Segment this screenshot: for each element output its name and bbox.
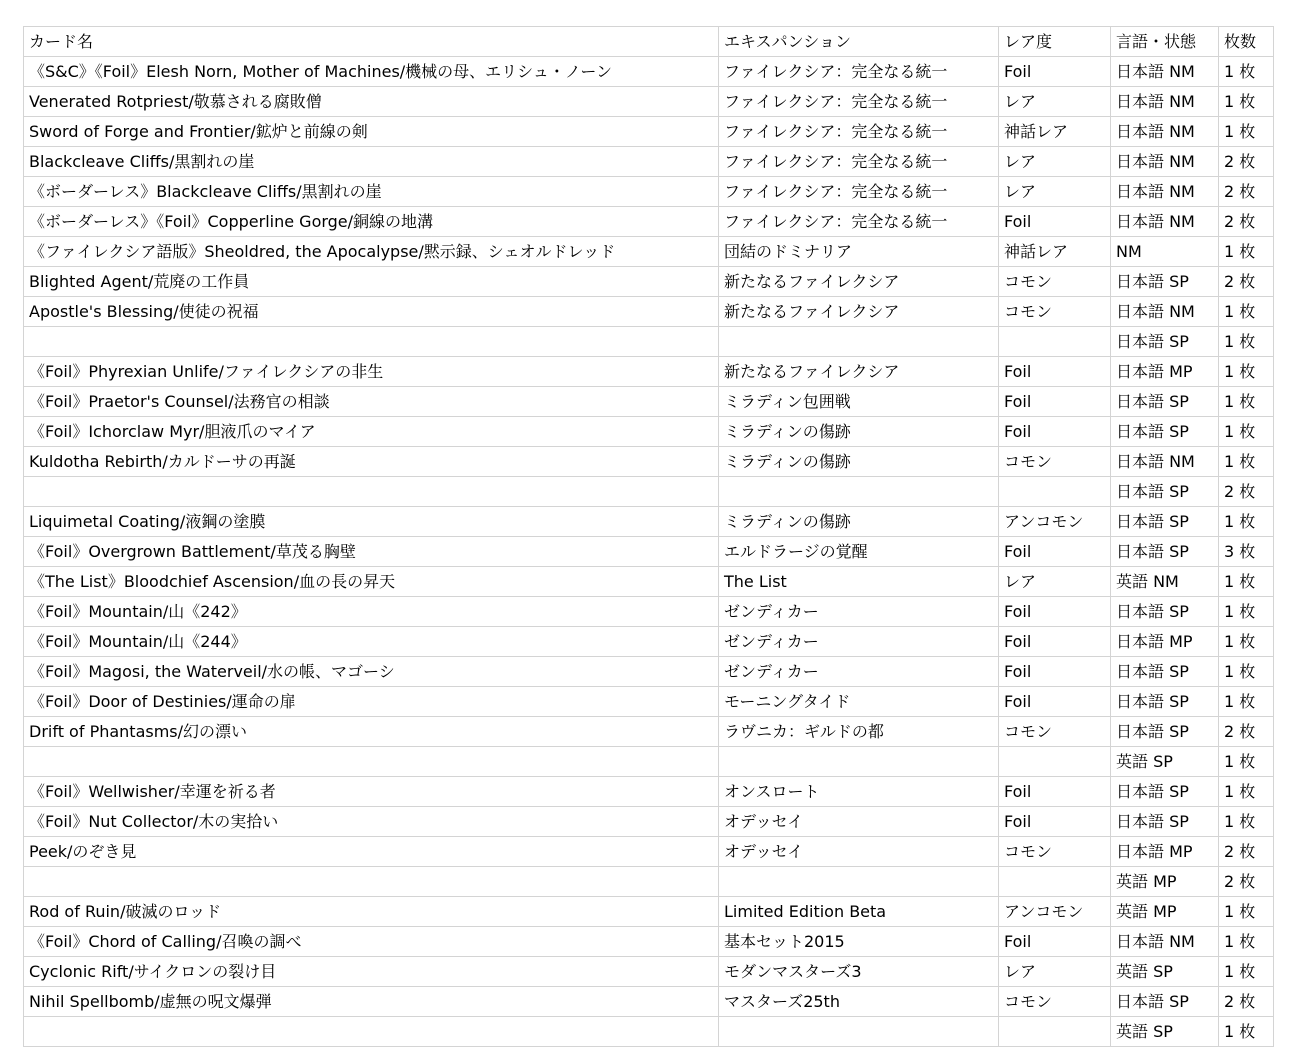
cell-rarity: Foil [999,627,1111,657]
cell-expansion: オデッセイ [719,837,999,867]
cell-card-name [24,1017,719,1047]
cell-card-name: Venerated Rotpriest/敬慕される腐敗僧 [24,87,719,117]
table-row [24,867,1274,897]
cell-language-condition: 日本語 SP [1111,537,1219,567]
table-row [24,267,1274,297]
cell-rarity: コモン [999,987,1111,1017]
cell-language-condition: 日本語 NM [1111,147,1219,177]
cell-rarity [999,1017,1111,1047]
cell-expansion: マスターズ25th [719,987,999,1017]
header-card-name: カード名 [24,27,719,57]
cell-language-condition: 日本語 NM [1111,297,1219,327]
cell-expansion: 新たなるファイレクシア [719,357,999,387]
cell-card-name: 《Foil》Overgrown Battlement/草茂る胸壁 [24,537,719,567]
cell-expansion: ゼンディカー [719,657,999,687]
cell-rarity: Foil [999,657,1111,687]
table-row [24,327,1274,357]
cell-quantity: 2 枚 [1219,267,1274,297]
cell-rarity: Foil [999,207,1111,237]
cell-expansion: 基本セット2015 [719,927,999,957]
cell-language-condition: 日本語 SP [1111,417,1219,447]
cell-expansion [719,327,999,357]
cell-rarity: Foil [999,927,1111,957]
cell-language-condition: 日本語 MP [1111,627,1219,657]
cell-quantity: 2 枚 [1219,837,1274,867]
table-row [24,627,1274,657]
cell-card-name: Blackcleave Cliffs/黒割れの崖 [24,147,719,177]
cell-rarity: Foil [999,807,1111,837]
cell-quantity: 1 枚 [1219,297,1274,327]
cell-language-condition: 英語 NM [1111,567,1219,597]
table-row [24,567,1274,597]
table-row [24,597,1274,627]
cell-quantity: 1 枚 [1219,567,1274,597]
table-row [24,417,1274,447]
cell-rarity: 神話レア [999,117,1111,147]
cell-rarity [999,477,1111,507]
cell-language-condition: 日本語 SP [1111,327,1219,357]
cell-card-name: Apostle's Blessing/使徒の祝福 [24,297,719,327]
cell-expansion: エルドラージの覚醒 [719,537,999,567]
cell-expansion: ミラディンの傷跡 [719,447,999,477]
cell-card-name [24,327,719,357]
cell-card-name: Nihil Spellbomb/虚無の呪文爆弾 [24,987,719,1017]
table-row [24,657,1274,687]
table-row [24,477,1274,507]
cell-language-condition: 日本語 SP [1111,387,1219,417]
table-row [24,717,1274,747]
cell-language-condition: 日本語 SP [1111,987,1219,1017]
cell-rarity: レア [999,147,1111,177]
cell-rarity: Foil [999,687,1111,717]
cell-language-condition: 日本語 NM [1111,117,1219,147]
cell-quantity: 1 枚 [1219,777,1274,807]
cell-expansion: ファイレクシア：完全なる統一 [719,57,999,87]
table-row [24,837,1274,867]
table-row [24,387,1274,417]
cell-quantity: 1 枚 [1219,357,1274,387]
cell-quantity: 2 枚 [1219,867,1274,897]
table-row [24,177,1274,207]
cell-rarity: Foil [999,387,1111,417]
header-language-condition: 言語・状態 [1111,27,1219,57]
cell-quantity: 1 枚 [1219,897,1274,927]
cell-rarity: アンコモン [999,507,1111,537]
cell-language-condition: 日本語 SP [1111,267,1219,297]
cell-expansion: 新たなるファイレクシア [719,297,999,327]
cell-language-condition: 日本語 SP [1111,507,1219,537]
cell-card-name: Peek/のぞき見 [24,837,719,867]
cell-rarity: Foil [999,537,1111,567]
table-row [24,207,1274,237]
cell-expansion: ファイレクシア：完全なる統一 [719,147,999,177]
cell-quantity: 2 枚 [1219,207,1274,237]
cell-rarity: Foil [999,57,1111,87]
cell-expansion: 新たなるファイレクシア [719,267,999,297]
header-row [24,27,1274,57]
cell-expansion [719,867,999,897]
table-row [24,897,1274,927]
cell-expansion: ファイレクシア：完全なる統一 [719,207,999,237]
cell-expansion: オデッセイ [719,807,999,837]
cell-expansion: ゼンディカー [719,597,999,627]
card-list-body [24,27,1274,1047]
table-row [24,987,1274,1017]
cell-quantity: 1 枚 [1219,687,1274,717]
table-row [24,237,1274,267]
cell-expansion: ファイレクシア：完全なる統一 [719,117,999,147]
table-row [24,747,1274,777]
header-expansion: エキスパンション [719,27,999,57]
cell-language-condition: 日本語 NM [1111,177,1219,207]
cell-language-condition: 日本語 SP [1111,687,1219,717]
table-row [24,57,1274,87]
cell-rarity: コモン [999,837,1111,867]
cell-language-condition: 英語 MP [1111,867,1219,897]
cell-expansion: ミラディンの傷跡 [719,417,999,447]
cell-expansion: 団結のドミナリア [719,237,999,267]
cell-card-name [24,747,719,777]
cell-expansion: ゼンディカー [719,627,999,657]
cell-rarity: Foil [999,417,1111,447]
cell-card-name: Blighted Agent/荒廃の工作員 [24,267,719,297]
cell-card-name: 《Foil》Door of Destinies/運命の扉 [24,687,719,717]
table-row [24,297,1274,327]
cell-expansion: モーニングタイド [719,687,999,717]
cell-rarity [999,327,1111,357]
cell-card-name: 《Foil》Nut Collector/木の実拾い [24,807,719,837]
table-row [24,957,1274,987]
cell-quantity: 1 枚 [1219,507,1274,537]
table-row [24,807,1274,837]
cell-language-condition: 日本語 SP [1111,597,1219,627]
cell-language-condition: 英語 SP [1111,957,1219,987]
cell-quantity: 1 枚 [1219,627,1274,657]
cell-quantity: 1 枚 [1219,117,1274,147]
cell-card-name: Rod of Ruin/破滅のロッド [24,897,719,927]
cell-rarity: コモン [999,717,1111,747]
cell-expansion: ファイレクシア：完全なる統一 [719,87,999,117]
table-row [24,147,1274,177]
cell-quantity: 1 枚 [1219,807,1274,837]
cell-quantity: 2 枚 [1219,477,1274,507]
cell-rarity: コモン [999,297,1111,327]
cell-quantity: 2 枚 [1219,177,1274,207]
table-row [24,687,1274,717]
cell-card-name: 《ファイレクシア語版》Sheoldred, the Apocalypse/黙示録、シェオルドレッド [24,237,719,267]
cell-expansion: ミラディン包囲戦 [719,387,999,417]
cell-language-condition: 日本語 NM [1111,87,1219,117]
cell-quantity: 1 枚 [1219,447,1274,477]
cell-expansion [719,1017,999,1047]
cell-rarity: Foil [999,597,1111,627]
table-row [24,1017,1274,1047]
cell-card-name: Cyclonic Rift/サイクロンの裂け目 [24,957,719,987]
cell-language-condition: 日本語 MP [1111,357,1219,387]
cell-card-name: 《ボーダーレス》《Foil》Copperline Gorge/銅線の地溝 [24,207,719,237]
cell-language-condition: 日本語 SP [1111,777,1219,807]
cell-quantity: 2 枚 [1219,717,1274,747]
cell-language-condition: 英語 SP [1111,747,1219,777]
table-row [24,447,1274,477]
table-row [24,927,1274,957]
cell-rarity [999,867,1111,897]
cell-quantity: 1 枚 [1219,87,1274,117]
cell-language-condition: 日本語 MP [1111,837,1219,867]
cell-expansion [719,747,999,777]
cell-card-name [24,867,719,897]
cell-expansion [719,477,999,507]
cell-rarity: コモン [999,267,1111,297]
table-row [24,777,1274,807]
cell-rarity: コモン [999,447,1111,477]
table-row [24,537,1274,567]
cell-card-name [24,477,719,507]
cell-rarity: Foil [999,777,1111,807]
cell-quantity: 1 枚 [1219,927,1274,957]
cell-card-name: Sword of Forge and Frontier/鉱炉と前線の剣 [24,117,719,147]
header-rarity: レア度 [999,27,1111,57]
cell-rarity: レア [999,567,1111,597]
cell-rarity: 神話レア [999,237,1111,267]
cell-card-name: 《Foil》Mountain/山《242》 [24,597,719,627]
cell-card-name: Liquimetal Coating/液鋼の塗膜 [24,507,719,537]
cell-quantity: 1 枚 [1219,657,1274,687]
cell-card-name: 《Foil》Wellwisher/幸運を祈る者 [24,777,719,807]
cell-quantity: 1 枚 [1219,747,1274,777]
cell-quantity: 2 枚 [1219,147,1274,177]
cell-quantity: 1 枚 [1219,57,1274,87]
cell-card-name: 《Foil》Phyrexian Unlife/ファイレクシアの非生 [24,357,719,387]
cell-card-name: 《Foil》Mountain/山《244》 [24,627,719,657]
cell-expansion: Limited Edition Beta [719,897,999,927]
cell-rarity: レア [999,87,1111,117]
cell-card-name: 《Foil》Chord of Calling/召喚の調べ [24,927,719,957]
cell-rarity: レア [999,957,1111,987]
cell-quantity: 1 枚 [1219,417,1274,447]
cell-quantity: 1 枚 [1219,1017,1274,1047]
cell-card-name: 《S&C》《Foil》Elesh Norn, Mother of Machines/機械の母、エリシュ・ノーン [24,57,719,87]
cell-rarity: アンコモン [999,897,1111,927]
cell-quantity: 3 枚 [1219,537,1274,567]
cell-language-condition: 英語 MP [1111,897,1219,927]
cell-quantity: 1 枚 [1219,327,1274,357]
cell-rarity: Foil [999,357,1111,387]
cell-language-condition: NM [1111,237,1219,267]
cell-language-condition: 日本語 SP [1111,477,1219,507]
cell-card-name: Kuldotha Rebirth/カルドーサの再誕 [24,447,719,477]
cell-expansion: ラヴニカ：ギルドの都 [719,717,999,747]
cell-expansion: ファイレクシア：完全なる統一 [719,177,999,207]
cell-language-condition: 日本語 NM [1111,57,1219,87]
cell-expansion: ミラディンの傷跡 [719,507,999,537]
cell-expansion: オンスロート [719,777,999,807]
header-quantity: 枚数 [1219,27,1274,57]
cell-language-condition: 日本語 SP [1111,717,1219,747]
cell-language-condition: 日本語 SP [1111,807,1219,837]
cell-quantity: 1 枚 [1219,597,1274,627]
cell-language-condition: 英語 SP [1111,1017,1219,1047]
cell-card-name: 《The List》Bloodchief Ascension/血の長の昇天 [24,567,719,597]
table-row [24,87,1274,117]
cell-language-condition: 日本語 NM [1111,927,1219,957]
cell-card-name: 《Foil》Ichorclaw Myr/胆液爪のマイア [24,417,719,447]
cell-expansion: モダンマスターズ3 [719,957,999,987]
card-list-table [23,26,1274,1047]
cell-quantity: 1 枚 [1219,237,1274,267]
table-row [24,357,1274,387]
table-row [24,507,1274,537]
cell-language-condition: 日本語 SP [1111,657,1219,687]
table-row [24,117,1274,147]
cell-rarity [999,747,1111,777]
cell-expansion: The List [719,567,999,597]
cell-language-condition: 日本語 NM [1111,447,1219,477]
cell-card-name: 《Foil》Praetor's Counsel/法務官の相談 [24,387,719,417]
cell-language-condition: 日本語 NM [1111,207,1219,237]
cell-card-name: 《Foil》Magosi, the Waterveil/水の帳、マゴーシ [24,657,719,687]
cell-card-name: Drift of Phantasms/幻の漂い [24,717,719,747]
cell-quantity: 1 枚 [1219,957,1274,987]
cell-rarity: レア [999,177,1111,207]
cell-quantity: 1 枚 [1219,387,1274,417]
cell-quantity: 2 枚 [1219,987,1274,1017]
cell-card-name: 《ボーダーレス》Blackcleave Cliffs/黒割れの崖 [24,177,719,207]
